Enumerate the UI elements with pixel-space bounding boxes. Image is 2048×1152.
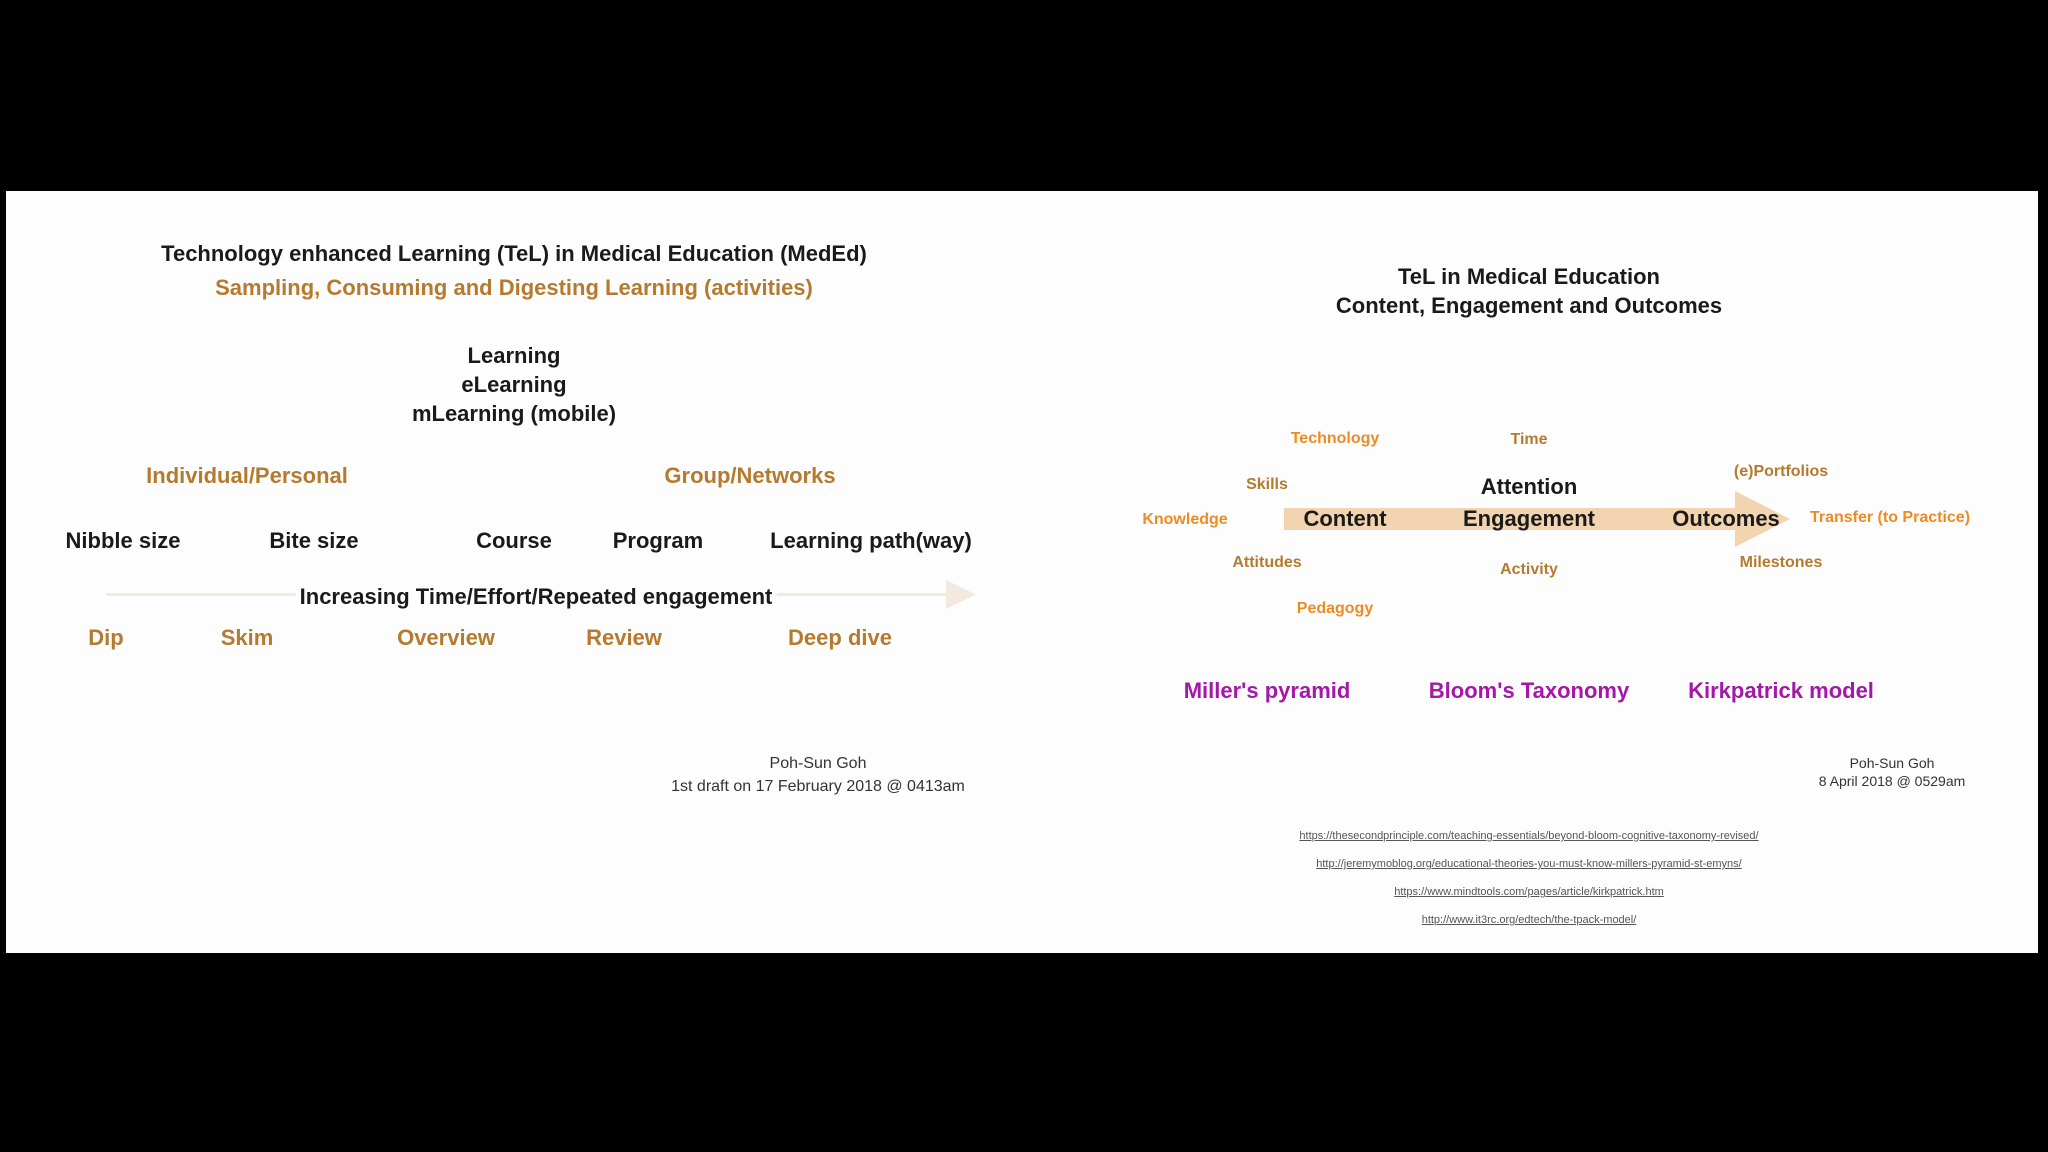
group-individual: Individual/Personal	[146, 463, 348, 488]
depth-dip: Dip	[88, 625, 124, 650]
group-networks: Group/Networks	[664, 463, 836, 488]
right-title-line1: TeL in Medical Education	[1397, 264, 1661, 289]
time-effort-label: Increasing Time/Effort/Repeated engagement	[296, 586, 777, 608]
link-millers[interactable]: http://jeremymoblog.org/educational-theories-you-must-know-millers-pyramid-st-emyns/	[1316, 858, 1742, 870]
depth-overview: Overview	[397, 625, 495, 650]
size-nibble: Nibble size	[65, 528, 181, 553]
label-content: Content	[1303, 506, 1387, 531]
label-technology: Technology	[1290, 430, 1380, 447]
link-blooms[interactable]: https://thesecondprinciple.com/teaching-essentials/beyond-bloom-cognitive-taxonomy-revised/	[1299, 830, 1759, 842]
model-millers-pyramid: Miller's pyramid	[1183, 678, 1351, 703]
label-time: Time	[1510, 431, 1548, 448]
label-attitudes: Attitudes	[1232, 554, 1302, 571]
left-subtitle: Sampling, Consuming and Digesting Learning (activities)	[215, 275, 813, 300]
mode-mlearning: mLearning (mobile)	[411, 401, 617, 426]
label-outcomes: Outcomes	[1672, 506, 1780, 531]
depth-review: Review	[586, 625, 662, 650]
size-bite: Bite size	[269, 528, 359, 553]
label-portfolios: (e)Portfolios	[1733, 463, 1829, 480]
slide	[6, 191, 2038, 953]
right-author: Poh-Sun Goh	[1849, 755, 1935, 771]
link-kirkpatrick[interactable]: https://www.mindtools.com/pages/article/kirkpatrick.htm	[1394, 886, 1664, 898]
link-tpack[interactable]: http://www.it3rc.org/edtech/the-tpack-model/	[1421, 914, 1637, 926]
size-course: Course	[476, 528, 552, 553]
size-program: Program	[612, 528, 704, 553]
label-engagement: Engagement	[1462, 506, 1596, 531]
depth-deep-dive: Deep dive	[788, 625, 892, 650]
label-activity: Activity	[1500, 561, 1558, 578]
left-author: Poh-Sun Goh	[769, 755, 867, 772]
label-attention: Attention	[1480, 474, 1578, 499]
model-blooms-taxonomy: Bloom's Taxonomy	[1428, 678, 1630, 703]
label-transfer: Transfer (to Practice)	[1809, 509, 1971, 526]
label-pedagogy: Pedagogy	[1296, 600, 1374, 617]
size-learning-path: Learning path(way)	[770, 528, 972, 553]
left-date: 1st draft on 17 February 2018 @ 0413am	[671, 778, 965, 795]
label-knowledge: Knowledge	[1142, 511, 1228, 528]
mode-learning: Learning	[467, 343, 561, 368]
right-title-line2: Content, Engagement and Outcomes	[1335, 293, 1723, 318]
model-kirkpatrick: Kirkpatrick model	[1688, 678, 1874, 703]
label-skills: Skills	[1246, 476, 1288, 493]
right-date: 8 April 2018 @ 0529am	[1818, 773, 1966, 789]
depth-skim: Skim	[220, 625, 274, 650]
label-milestones: Milestones	[1739, 554, 1823, 571]
left-title: Technology enhanced Learning (TeL) in Medical Education (MedEd)	[161, 241, 867, 266]
mode-elearning: eLearning	[461, 372, 567, 397]
